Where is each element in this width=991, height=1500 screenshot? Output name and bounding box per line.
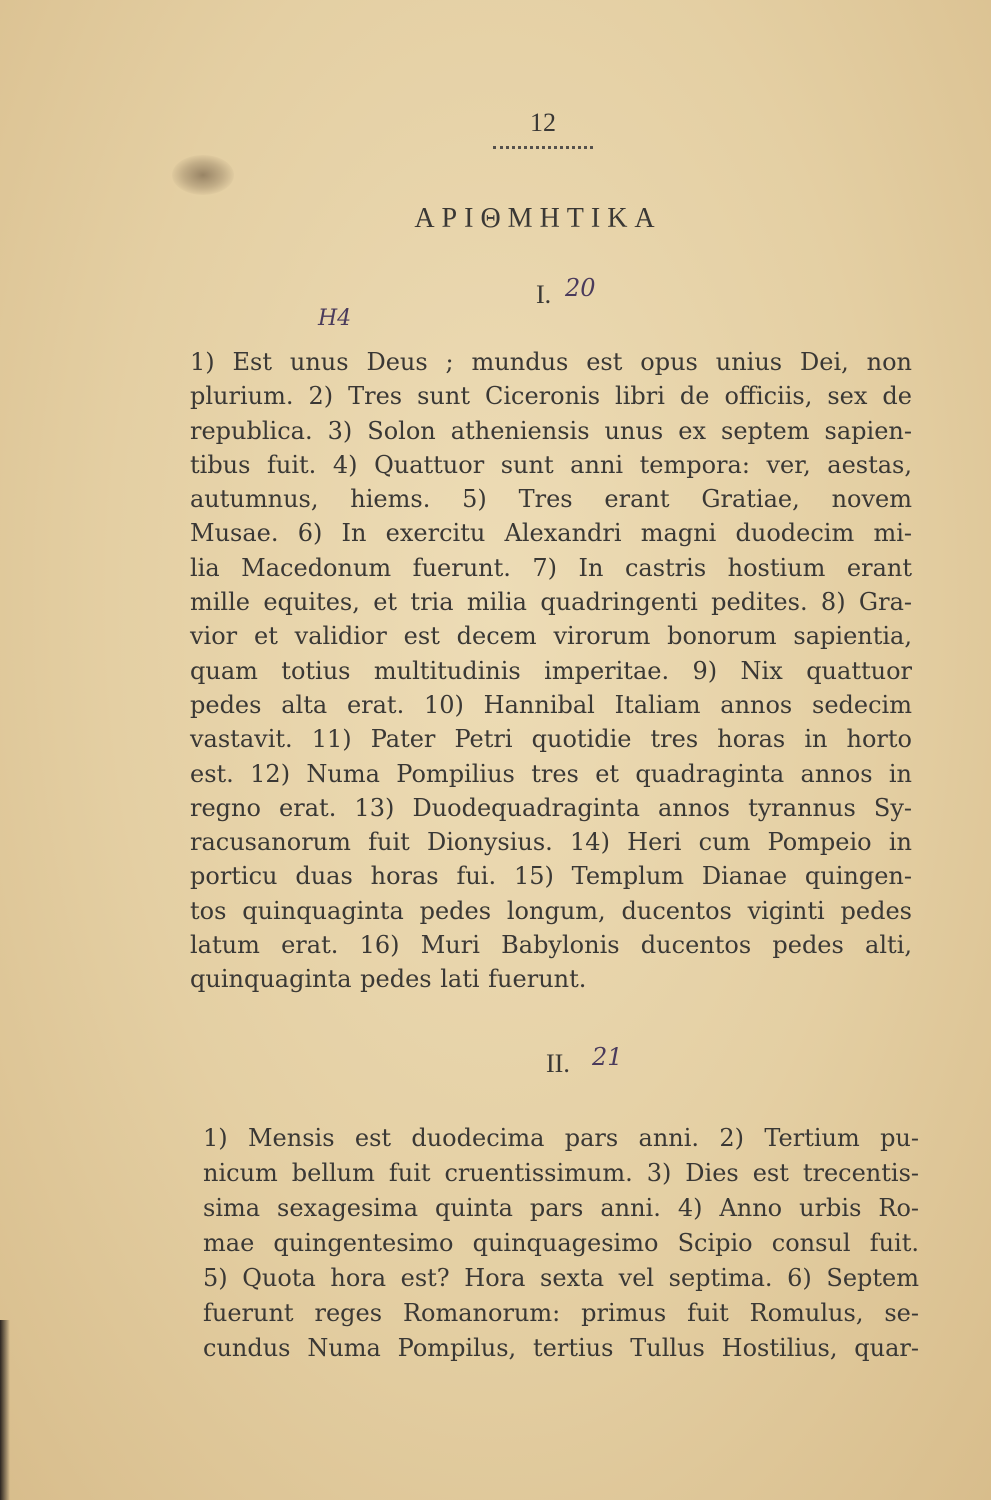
text-line: racusanorum fuit Dionysius. 14) Heri cum Pompeio in	[190, 828, 912, 857]
text-line: plurium. 2) Tres sunt Ciceronis libri de officiis, sex de	[190, 382, 912, 411]
text-line: fuerunt reges Romanorum: primus fuit Romulus, se-	[203, 1299, 919, 1327]
text-line: vior et validior est decem virorum bonorum sapientia,	[190, 622, 912, 651]
text-line: republica. 3) Solon atheniensis unus ex septem sapien-	[190, 416, 912, 445]
text-line: regno erat. 13) Duodequadraginta annos tyrannus Sy-	[190, 793, 912, 822]
section-2-paragraph	[203, 1121, 919, 1366]
text-line: mille equites, et tria milia quadringenti pedites. 8) Gra-	[190, 588, 912, 617]
text-line: tibus fuit. 4) Quattuor sunt anni tempora: ver, aestas,	[190, 450, 912, 479]
page-title: ΑΡΙΘΜΗΤΙΚΑ	[414, 203, 662, 234]
text-line: latum erat. 16) Muri Babylonis ducentos pedes alti,	[190, 931, 912, 960]
margin-handwritten-note: H4	[318, 306, 352, 331]
text-line: vastavit. 11) Pater Petri quotidie tres horas in horto	[190, 725, 912, 754]
page-number-underline	[493, 146, 593, 149]
text-line: quinquaginta pedes lati fuerunt.	[190, 965, 587, 994]
text-line: quam totius multitudinis imperitae. 9) Nix quattuor	[190, 656, 912, 685]
ink-stain	[172, 155, 234, 195]
section-1-handwritten-number: 20	[565, 274, 596, 302]
section-1-paragraph	[190, 345, 912, 997]
text-line: pedes alta erat. 10) Hannibal Italiam annos sedecim	[190, 690, 912, 719]
text-line: est. 12) Numa Pompilius tres et quadraginta annos in	[190, 759, 912, 788]
text-line: nicum bellum fuit cruentissimum. 3) Dies est trecentis-	[203, 1159, 919, 1187]
text-line: tos quinquaginta pedes longum, ducentos viginti pedes	[190, 896, 912, 925]
text-line: 1) Est unus Deus ; mundus est opus unius Dei, non	[190, 348, 912, 376]
text-line: lia Macedonum fuerunt. 7) In castris hostium erant	[190, 553, 912, 582]
text-line: porticu duas horas fui. 15) Templum Dianae quingen-	[190, 862, 912, 891]
text-line: 1) Mensis est duodecima pars anni. 2) Tertium pu-	[203, 1124, 919, 1152]
section-1-heading: I.	[536, 280, 552, 309]
text-line: mae quingentesimo quinquagesimo Scipio consul fuit.	[203, 1229, 919, 1257]
page-edge-shadow	[0, 1320, 10, 1500]
section-2-heading: II.	[546, 1049, 570, 1078]
page-number: 12	[530, 108, 556, 137]
text-line: sima sexagesima quinta pars anni. 4) Anno urbis Ro-	[203, 1194, 919, 1222]
text-line: 5) Quota hora est? Hora sexta vel septima. 6) Septem	[203, 1264, 919, 1292]
text-line: Musae. 6) In exercitu Alexandri magni duodecim mi-	[190, 519, 912, 548]
text-line: autumnus, hiems. 5) Tres erant Gratiae, novem	[190, 485, 912, 514]
text-line: cundus Numa Pompilus, tertius Tullus Hostilius, quar-	[203, 1334, 919, 1362]
section-2-handwritten-number: 21	[592, 1043, 623, 1071]
